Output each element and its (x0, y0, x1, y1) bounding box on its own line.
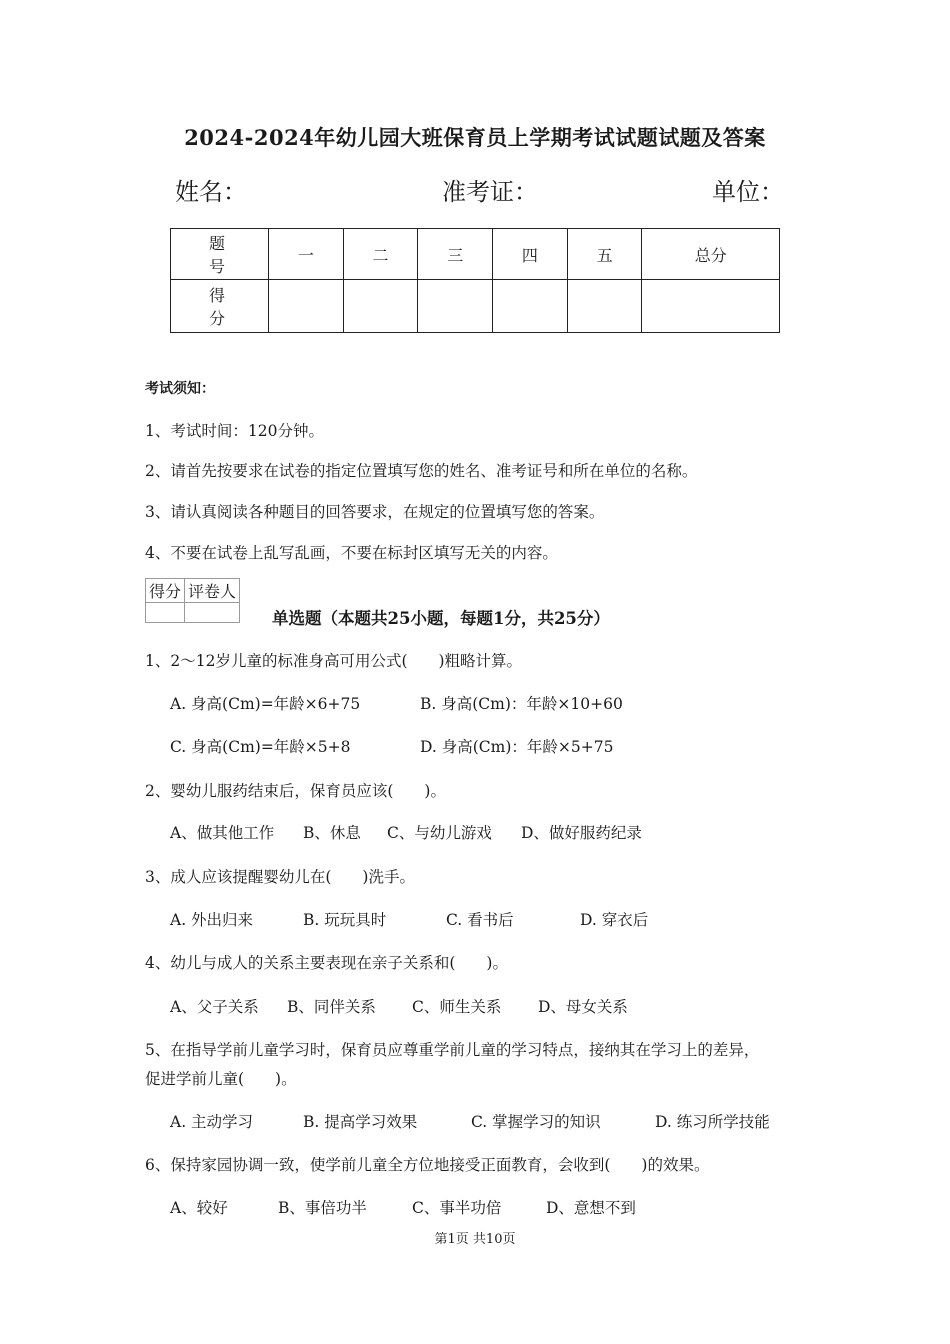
notice-item: 4、不要在试卷上乱写乱画，不要在标封区填写无关的内容。 (145, 544, 558, 562)
score-table-col-1: 一 (269, 229, 344, 280)
score-table (170, 228, 780, 333)
question-option: D. 身高(Cm)：年龄×5+75 (420, 738, 614, 756)
question-stem: 5、在指导学前儿童学习时，保育员应尊重学前儿童的学习特点，接纳其在学习上的差异， (145, 1041, 760, 1059)
question-option: A. 外出归来 (170, 911, 254, 929)
page-number-footer: 第1页 共10页 (434, 1232, 516, 1247)
question-option: D、意想不到 (546, 1199, 636, 1217)
question-option: C. 掌握学习的知识 (471, 1113, 601, 1131)
question-option: B. 提高学习效果 (303, 1113, 418, 1131)
grader-reviewer-cell (185, 603, 240, 623)
grader-reviewer-label: 评卷人 (185, 579, 240, 603)
score-table-row-label: 题 号 (171, 229, 269, 280)
score-table-header-row (171, 229, 780, 280)
question-option: C、事半功倍 (412, 1199, 502, 1217)
question-option: D. 练习所学技能 (655, 1113, 770, 1131)
score-table-col-4: 四 (493, 229, 568, 280)
grader-score-label: 得分 (146, 579, 185, 603)
score-cell (642, 280, 780, 333)
question-option: D、母女关系 (538, 998, 628, 1016)
unit-field-label: 单位： (712, 178, 784, 206)
score-cell (269, 280, 344, 333)
question-option: D、做好服药纪录 (521, 824, 642, 842)
score-table-score-row (171, 280, 780, 333)
question-option: B、事倍功半 (278, 1199, 367, 1217)
section-title: 单选题（本题共25小题，每题1分，共25分） (272, 609, 610, 628)
score-table-col-2: 二 (343, 229, 418, 280)
question-option: B. 玩玩具时 (303, 911, 387, 929)
question-option: A、较好 (170, 1199, 228, 1217)
question-option: B、休息 (303, 824, 361, 842)
question-option: A、父子关系 (170, 998, 259, 1016)
question-stem: 1、2～12岁儿童的标准身高可用公式( )粗略计算。 (145, 652, 523, 670)
question-option: A、做其他工作 (170, 824, 275, 842)
score-cell (418, 280, 493, 333)
score-cell (493, 280, 568, 333)
question-option: A. 主动学习 (170, 1113, 254, 1131)
score-table-col-3: 三 (418, 229, 493, 280)
question-stem: 6、保持家园协调一致，使学前儿童全方位地接受正面教育，会收到( )的效果。 (145, 1156, 710, 1174)
question-option: C. 看书后 (446, 911, 514, 929)
question-option: B. 身高(Cm)：年龄×10+60 (420, 695, 623, 713)
question-stem: 3、成人应该提醒婴幼儿在( )洗手。 (145, 868, 415, 886)
notice-item: 1、考试时间：120分钟。 (145, 422, 324, 440)
exam-id-field-label: 准考证： (442, 178, 538, 206)
grader-box (145, 578, 240, 623)
question-option: C、与幼儿游戏 (387, 824, 492, 842)
score-cell (567, 280, 642, 333)
score-table-col-5: 五 (567, 229, 642, 280)
grader-score-cell (146, 603, 185, 623)
score-cell (343, 280, 418, 333)
question-stem: 2、婴幼儿服药结束后，保育员应该( )。 (145, 782, 446, 800)
notice-title: 考试须知： (145, 381, 215, 397)
question-option: C、师生关系 (412, 998, 502, 1016)
score-table-score-label: 得 分 (171, 280, 269, 333)
name-field-label: 姓名： (175, 178, 247, 206)
question-option: D. 穿衣后 (580, 911, 649, 929)
score-table-col-total: 总分 (642, 229, 780, 280)
page-title: 2024-2024年幼儿园大班保育员上学期考试试题试题及答案 (184, 125, 766, 150)
question-option: B、同伴关系 (287, 998, 376, 1016)
question-option: C. 身高(Cm)=年龄×5+8 (170, 738, 351, 756)
question-stem-continued: 促进学前儿童( )。 (145, 1070, 297, 1088)
question-stem: 4、幼儿与成人的关系主要表现在亲子关系和( )。 (145, 954, 508, 972)
notice-item: 2、请首先按要求在试卷的指定位置填写您的姓名、准考证号和所在单位的名称。 (145, 462, 698, 480)
notice-item: 3、请认真阅读各种题目的回答要求，在规定的位置填写您的答案。 (145, 503, 605, 521)
question-option: A. 身高(Cm)=年龄×6+75 (170, 695, 361, 713)
